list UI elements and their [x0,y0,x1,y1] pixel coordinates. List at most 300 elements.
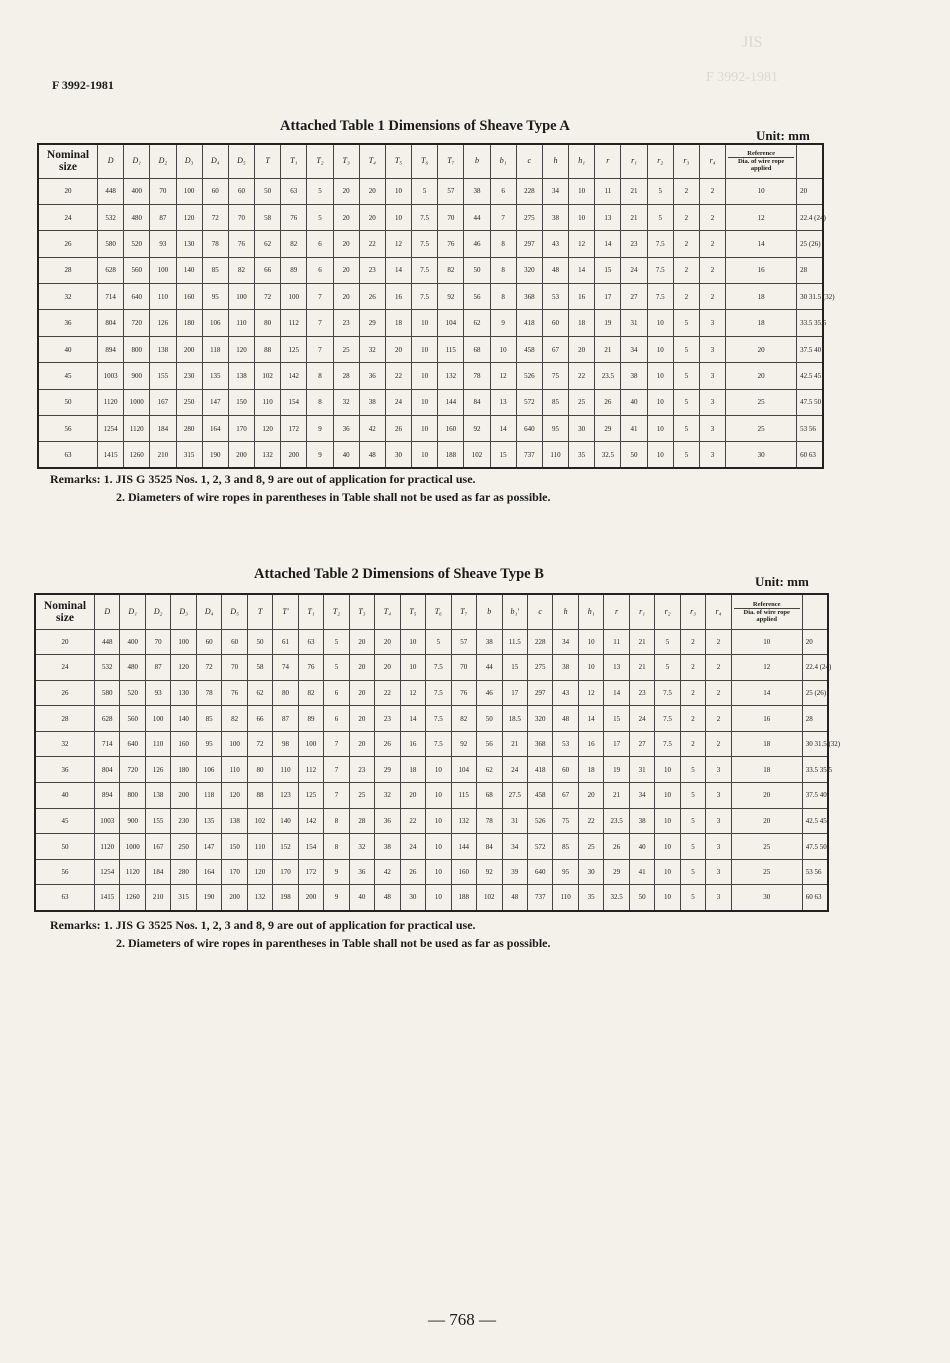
table-cell: 7.5 [647,257,673,283]
table-cell: 200 [228,442,254,468]
table-cell: 106 [196,757,221,783]
table-cell: 1415 [95,885,120,911]
table-cell: 9 [324,885,349,911]
table-cell: 72 [196,655,221,681]
table-cell: 80 [247,757,272,783]
table1-unit: Unit: mm [756,128,810,143]
table-cell: 20 [385,336,411,362]
column-header: T₄ [375,594,400,629]
table-cell: 48 [359,442,385,468]
table-cell: 24 [621,257,647,283]
table-cell: 34 [502,834,527,860]
table-cell: 2 [680,629,705,655]
column-header: r₂ [655,594,680,629]
table-cell: 70 [451,655,476,681]
table-cell: 25 [731,834,802,860]
table-cell: 22 [385,363,411,389]
table-cell: 75 [553,808,578,834]
table-cell: 228 [516,178,542,204]
table-cell: 894 [98,336,124,362]
table-cell: 10 [647,442,673,468]
table-cell: 12 [385,231,411,257]
table-cell: 1260 [120,885,145,911]
column-header: h₁ [578,594,603,629]
table-cell: 520 [120,680,145,706]
column-header: T [247,594,272,629]
column-header: T₆ [426,594,451,629]
table-cell: 39 [502,859,527,885]
table-cell: 60 [542,310,568,336]
table-cell: 92 [451,731,476,757]
table-cell: 16 [569,284,595,310]
reference-cell: 37.5 40 [797,336,823,362]
table-cell: 3 [706,859,731,885]
table-cell: 31 [629,757,654,783]
table-cell: 66 [247,706,272,732]
column-header: D₄ [202,144,228,178]
reference-cell: 33.5 35.5 [802,757,828,783]
table-cell: 190 [202,442,228,468]
table-cell: 170 [222,859,247,885]
table-cell: 28 [333,363,359,389]
table-cell: 154 [298,834,323,860]
table-cell: 2 [706,706,731,732]
table-cell: 50 [255,178,281,204]
table-cell: 250 [176,389,202,415]
table-cell: 19 [604,757,629,783]
column-header: D₅ [222,594,247,629]
table-cell: 16 [400,731,425,757]
table-cell: 98 [273,731,298,757]
table-cell: 78 [196,680,221,706]
nominal-size-cell: 45 [38,363,98,389]
table-cell: 10 [647,363,673,389]
table-cell: 32 [375,783,400,809]
table-cell: 418 [527,757,552,783]
reference-cell: 60 63 [802,885,828,911]
table-cell: 100 [298,731,323,757]
table-cell: 104 [451,757,476,783]
table-cell: 125 [298,783,323,809]
table-cell: 10 [569,204,595,230]
table-cell: 147 [196,834,221,860]
table-row [38,336,823,362]
table-cell: 80 [273,680,298,706]
table-cell: 7 [324,783,349,809]
reference-cell: 30 31.5 (32) [802,731,828,757]
table-cell: 102 [255,363,281,389]
table-cell: 532 [95,655,120,681]
table-cell: 76 [222,680,247,706]
table-cell: 138 [150,336,176,362]
table-cell: 48 [502,885,527,911]
table-cell: 126 [150,310,176,336]
table-cell: 170 [228,416,254,442]
table-cell: 200 [281,442,307,468]
remark-1: Remarks: 1. JIS G 3525 Nos. 1, 2, 3 and 8, 9 are out of application for practical use. [50,918,476,932]
table-cell: 10 [647,310,673,336]
reference-cell: 33.5 35.5 [797,310,823,336]
table-cell: 1003 [98,363,124,389]
nominal-size-cell: 20 [38,178,98,204]
table-cell: 2 [673,284,699,310]
reference-cell: 22.4 (24) [797,204,823,230]
table-cell: 36 [375,808,400,834]
table-cell: 58 [247,655,272,681]
table-cell: 10 [569,178,595,204]
table-cell: 200 [222,885,247,911]
table-cell: 112 [298,757,323,783]
table-cell: 88 [255,336,281,362]
table-cell: 35 [569,442,595,468]
table-cell: 20 [333,257,359,283]
table-cell: 184 [145,859,170,885]
table-cell: 50 [464,257,490,283]
table-cell: 5 [680,834,705,860]
table-cell: 82 [438,257,464,283]
table-cell: 115 [451,783,476,809]
table-cell: 10 [426,808,451,834]
table-cell: 15 [502,655,527,681]
table-cell: 6 [307,231,333,257]
table-cell: 23 [629,680,654,706]
column-header: b₁ [490,144,516,178]
table-cell: 95 [542,416,568,442]
table-cell: 144 [438,389,464,415]
table-cell: 14 [726,231,797,257]
table-cell: 894 [95,783,120,809]
table-cell: 132 [247,885,272,911]
table-cell: 5 [426,629,451,655]
table-cell: 6 [324,706,349,732]
table-cell: 36 [359,363,385,389]
table-cell: 100 [222,731,247,757]
table-cell: 640 [120,731,145,757]
table-cell: 110 [247,834,272,860]
table-cell: 44 [477,655,502,681]
table-cell: 1254 [95,859,120,885]
table-cell: 418 [516,310,542,336]
column-header: h₁ [569,144,595,178]
table-row [35,731,828,757]
table-cell: 82 [298,680,323,706]
table-cell: 23 [621,231,647,257]
table-cell: 110 [542,442,568,468]
column-header: D₃ [176,144,202,178]
table-cell: 93 [150,231,176,257]
table-cell: 154 [281,389,307,415]
table-cell: 5 [673,310,699,336]
table-cell: 20 [333,231,359,257]
nominal-size-cell: 32 [35,731,95,757]
table-cell: 640 [124,284,150,310]
table-cell: 13 [604,655,629,681]
table-cell: 7.5 [647,231,673,257]
table-cell: 60 [222,629,247,655]
table-cell: 1254 [98,416,124,442]
table-cell: 164 [196,859,221,885]
table-cell: 95 [202,284,228,310]
column-header: T₅ [400,594,425,629]
table-cell: 120 [228,336,254,362]
table-cell: 20 [349,731,374,757]
table-cell: 155 [150,363,176,389]
table-cell: 10 [731,629,802,655]
table-cell: 70 [150,178,176,204]
table-cell: 368 [527,731,552,757]
table-cell: 132 [438,363,464,389]
table-cell: 368 [516,284,542,310]
table-cell: 82 [222,706,247,732]
table-cell: 21 [629,629,654,655]
table-cell: 38 [553,655,578,681]
table-cell: 2 [706,629,731,655]
table-cell: 85 [202,257,228,283]
column-header: T₂ [307,144,333,178]
table-cell: 800 [120,783,145,809]
table2-unit: Unit: mm [755,574,809,589]
table-cell: 167 [150,389,176,415]
table-cell: 180 [171,757,196,783]
table-cell: 9 [490,310,516,336]
table-cell: 230 [171,808,196,834]
table-cell: 5 [680,859,705,885]
table-cell: 40 [629,834,654,860]
table-cell: 120 [222,783,247,809]
table-cell: 5 [680,808,705,834]
table-cell: 123 [273,783,298,809]
table-cell: 85 [196,706,221,732]
table-cell: 10 [578,655,603,681]
table-cell: 628 [98,257,124,283]
reference-cell: 53 56 [802,859,828,885]
table-cell: 200 [298,885,323,911]
table-cell: 1120 [120,859,145,885]
table-cell: 85 [542,389,568,415]
table-cell: 900 [124,363,150,389]
table-cell: 320 [527,706,552,732]
table-cell: 76 [438,231,464,257]
table-cell: 138 [228,363,254,389]
table-cell: 34 [629,783,654,809]
column-header: b [477,594,502,629]
table-cell: 80 [255,310,281,336]
column-header: D [98,144,124,178]
table-cell: 7.5 [655,731,680,757]
table-cell: 82 [228,257,254,283]
table-cell: 27.5 [502,783,527,809]
table-cell: 5 [680,757,705,783]
table-cell: 3 [706,783,731,809]
table-cell: 2 [673,178,699,204]
reference-cell: 37.5 40 [802,783,828,809]
table-cell: 48 [542,257,568,283]
table-cell: 5 [680,885,705,911]
table-cell: 72 [247,731,272,757]
reference-cell: 47.5 50 [797,389,823,415]
table-cell: 42 [375,859,400,885]
table-cell: 18.5 [502,706,527,732]
table-cell: 22 [400,808,425,834]
table-cell: 10 [400,655,425,681]
nominal-size-cell: 26 [35,680,95,706]
table-cell: 8 [490,284,516,310]
reference-cell: 25 (26) [797,231,823,257]
table-cell: 115 [438,336,464,362]
column-header: h [553,594,578,629]
table-cell: 67 [553,783,578,809]
table-cell: 56 [464,284,490,310]
table-cell: 804 [98,310,124,336]
table-cell: 640 [516,416,542,442]
table-cell: 2 [699,178,725,204]
column-header: T₆ [412,144,438,178]
nominal-size-cell: 63 [35,885,95,911]
table-cell: 21 [621,204,647,230]
table-cell: 88 [247,783,272,809]
table-cell: 92 [438,284,464,310]
table-cell: 95 [553,859,578,885]
table-cell: 21 [502,731,527,757]
table-cell: 34 [553,629,578,655]
table-cell: 43 [542,231,568,257]
column-header: r₄ [699,144,725,178]
table-cell: 102 [464,442,490,468]
table-cell: 72 [255,284,281,310]
table-cell: 5 [307,178,333,204]
reference-title: Reference [734,601,800,609]
table-cell: 32 [359,336,385,362]
table-row [35,629,828,655]
column-header: r₁ [629,594,654,629]
column-header: D₂ [145,594,170,629]
reference-cell: 42.5 45 [802,808,828,834]
table-cell: 10 [412,310,438,336]
table-cell: 84 [477,834,502,860]
table-cell: 82 [281,231,307,257]
table-cell: 1120 [95,834,120,860]
table-cell: 85 [553,834,578,860]
table-cell: 10 [426,783,451,809]
table-cell: 5 [324,655,349,681]
table-cell: 27 [629,731,654,757]
table-cell: 8 [490,257,516,283]
table-cell: 5 [655,629,680,655]
table-cell: 572 [527,834,552,860]
table-cell: 900 [120,808,145,834]
reference-subtitle: Dia. of wire rope applied [743,608,790,623]
table-cell: 30 [400,885,425,911]
table-row [35,885,828,911]
table-cell: 5 [647,178,673,204]
table-cell: 68 [464,336,490,362]
table-cell: 25 [349,783,374,809]
table-cell: 628 [95,706,120,732]
column-header: D₅ [228,144,254,178]
table-cell: 580 [95,680,120,706]
table-cell: 7.5 [655,680,680,706]
table-cell: 2 [699,284,725,310]
column-header: r₂ [647,144,673,178]
table-cell: 43 [553,680,578,706]
table-cell: 27 [621,284,647,310]
table-cell: 12 [490,363,516,389]
table-cell: 40 [349,885,374,911]
column-header: T₁ [281,144,307,178]
table-cell: 70 [222,655,247,681]
table-cell: 7 [307,336,333,362]
table-cell: 87 [150,204,176,230]
table-cell: 18 [385,310,411,336]
reference-title: Reference [728,150,794,158]
table-cell: 526 [527,808,552,834]
table-cell: 20 [731,808,802,834]
table-cell: 30 [726,442,797,468]
table-cell: 250 [171,834,196,860]
table-cell: 38 [359,389,385,415]
table-cell: 14 [385,257,411,283]
table-cell: 21 [604,783,629,809]
table-cell: 24 [385,389,411,415]
table-cell: 297 [527,680,552,706]
table-cell: 57 [438,178,464,204]
header-nominal-size: Nominal size [35,594,95,629]
table-row [35,859,828,885]
table-cell: 10 [647,389,673,415]
table-header-row [35,594,828,629]
table-cell: 29 [375,757,400,783]
table-cell: 14 [490,416,516,442]
table-cell: 68 [477,783,502,809]
table-cell: 532 [98,204,124,230]
table-cell: 61 [273,629,298,655]
table-cell: 160 [171,731,196,757]
table-cell: 21 [621,178,647,204]
bleed-through-text: F 3992-1981 [706,70,778,85]
table-cell: 110 [228,310,254,336]
table-row [38,231,823,257]
table-row [35,655,828,681]
table-cell: 50 [629,885,654,911]
table-cell: 87 [145,655,170,681]
table-cell: 29 [595,416,621,442]
table-cell: 32 [333,389,359,415]
table-cell: 41 [621,416,647,442]
table-cell: 42 [359,416,385,442]
table-cell: 5 [673,416,699,442]
table-cell: 737 [527,885,552,911]
table-cell: 5 [673,442,699,468]
table-cell: 10 [655,885,680,911]
column-header: T₃ [349,594,374,629]
table-cell: 110 [553,885,578,911]
table-cell: 5 [307,204,333,230]
column-header: r [604,594,629,629]
table-cell: 7.5 [426,655,451,681]
table-cell: 572 [516,389,542,415]
table-cell: 26 [359,284,385,310]
table-cell: 78 [464,363,490,389]
remark-2: 2. Diameters of wire ropes in parentheses in Table shall not be used as far as possible. [116,490,551,504]
table-cell: 12 [578,680,603,706]
table-row [38,442,823,468]
nominal-size-cell: 50 [35,834,95,860]
column-header: T₇ [438,144,464,178]
table-cell: 60 [196,629,221,655]
table1 [37,143,835,469]
table-cell: 1000 [124,389,150,415]
nominal-size-cell: 36 [35,757,95,783]
